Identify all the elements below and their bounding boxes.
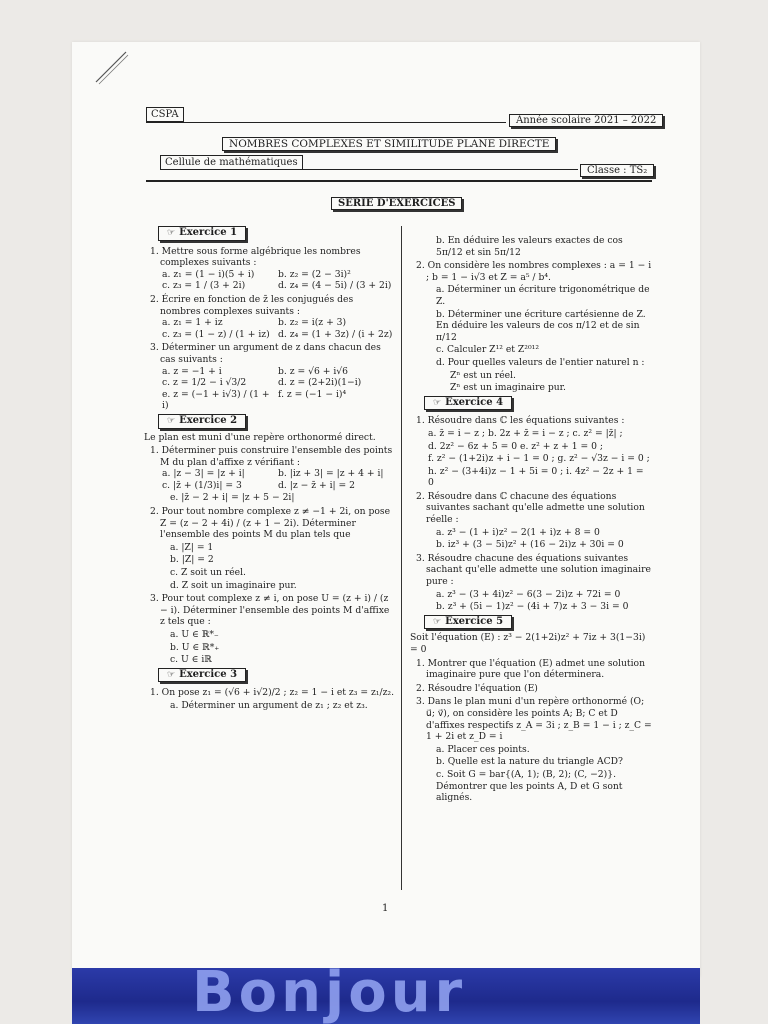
ex3-q1a: a. Déterminer un argument de z₁ ; z₂ et z₃.: [170, 699, 368, 711]
ex2-q3a: a. U ∈ ℝ*₋: [170, 629, 219, 640]
ex1-q3d: d. z = (2+2i)(1−i): [278, 377, 362, 389]
ex3-q2d-imaginary: Zⁿ est un imaginaire pur.: [450, 382, 566, 394]
ex2-q1b: b. |iz + 3| = |z + 4 + i|: [278, 468, 384, 480]
ex5-q3a: a. Placer ces points.: [436, 743, 530, 755]
ex1-q3b: b. z = √6 + i√6: [278, 365, 348, 377]
ex3-q2c: c. Calculer Z¹² et Z²⁰¹²: [436, 344, 540, 356]
ex2-q2a: a. |Z| = 1: [170, 541, 214, 553]
ex2-q1: 1. Déterminer puis construire l'ensemble des points M du plan d'affixe z vérifiant :: [150, 445, 393, 468]
exercise-3-title: ☞ Exercice 3: [158, 668, 246, 683]
header-rule-2: [300, 169, 578, 170]
ex4-q1: 1. Résoudre dans ℂ les équations suivantes :: [416, 415, 625, 427]
pointing-hand-icon: ☞: [167, 415, 176, 426]
ex4-q3a: a. z³ − (3 + 4i)z² − 6(3 − 2i)z + 72i = 0: [436, 588, 621, 600]
ex1-q1a: a. z₁ = (1 − i)(5 + i): [162, 268, 255, 280]
ex2-q2d: d. Z soit un imaginaire pur.: [170, 579, 297, 591]
ex3-q2: 2. On considère les nombres complexes : a = 1 − i ; b = 1 − i√3 et Z = a⁵ / b⁴.: [416, 260, 652, 283]
ex4-q2: 2. Résoudre dans ℂ chacune des équations suivantes sachant qu'elle admette une solution réelle :: [416, 490, 645, 526]
ex1-q3e: e. z = (−1 + i√3) / (1 + i): [162, 388, 270, 412]
ex4-q2a: a. z³ − (1 + i)z² − 2(1 + i)z + 8 = 0: [436, 526, 600, 538]
left-column: [144, 224, 394, 712]
ex4-q1-line4: h. z² − (3+4i)z − 1 + 5i = 0 ; i. 4z² − 2z + 1 = 0: [428, 465, 644, 489]
header-rule: [146, 122, 506, 123]
ex1-q2: 2. Écrire en fonction de z̄ les conjugués des nombres complexes suivants :: [150, 293, 354, 317]
ex5-q1: 1. Montrer que l'équation (E) admet une solution imaginaire pure que l'on déterminera.: [416, 657, 645, 681]
ex3-q1b: b. En déduire les valeurs exactes de cos 5π/12 et sin 5π/12: [436, 235, 623, 258]
class-label: Classe : TS₂: [580, 164, 654, 177]
document-title: NOMBRES COMPLEXES ET SIMILITUDE PLANE DIRECTE: [222, 137, 556, 151]
exercise-4-title: ☞ Exercice 4: [424, 396, 512, 411]
ex1-q2d: d. z₄ = (1 + 3z) / (i + 2z): [278, 328, 393, 340]
ex3-q2d-real: Zⁿ est un réel.: [450, 369, 516, 381]
ex2-q1d: d. |z − z̄ + i| = 2: [278, 479, 355, 491]
ex5-intro: Soit l'équation (E) : z³ − 2(1+2i)z² + 7iz + 3(1−3i) = 0: [410, 632, 646, 655]
ex1-q2b: b. z₂ = i(z + 3): [278, 317, 347, 329]
ex2-q2c: c. Z soit un réel.: [170, 567, 246, 579]
school-name: CSPA: [146, 107, 184, 122]
ex1-q2c: c. z₃ = (1 − z) / (1 + iz): [162, 328, 270, 340]
ex2-q2b: b. |Z| = 2: [170, 554, 214, 566]
blue-cover-band: [72, 968, 700, 1024]
ex4-q1-line3: f. z² − (1+2i)z + i − 1 = 0 ; g. z² − √3z − i = 0 ;: [428, 453, 650, 465]
column-divider: [401, 226, 402, 890]
ex2-q1c: c. |z̄ + (1/3)i| = 3: [162, 479, 242, 491]
ex1-q2a: a. z₁ = 1 + iz: [162, 317, 223, 329]
ex3-q2d: d. Pour quelles valeurs de l'entier naturel n :: [436, 356, 645, 368]
ex1-q3f: f. z = (−1 − i)⁴: [278, 388, 347, 400]
header-bottom-rule: [146, 180, 652, 182]
ex2-q1e: e. |z̄ − 2 + i| = |z + 5 − 2i|: [170, 492, 295, 504]
exercise-2-title: ☞ Exercice 2: [158, 414, 246, 429]
ex3-q2a: a. Déterminer un écriture trigonométrique de Z.: [436, 284, 650, 307]
school-year: Année scolaire 2021 – 2022: [509, 114, 663, 127]
ex4-q3: 3. Résoudre chacune des équations suivantes sachant qu'elle admette une solution imaginaire pure :: [416, 552, 651, 588]
ex2-intro: Le plan est muni d'une repère orthonormé direct.: [144, 431, 376, 443]
exercise-1-title: ☞ Exercice 1: [158, 226, 246, 241]
ex2-q3: 3. Pour tout complexe z ≠ i, on pose U = (z + i) / (z − i). Déterminer l'ensemble des points M d'affixe z tels que :: [150, 593, 390, 628]
ex5-q3: 3. Dans le plan muni d'un repère orthonormé (O; u⃗; v⃗), on considère les points A; B; C et D d'affixes respectifs z_A = 3i ; z_B = 1 − i ; z_C = 1 + 2i et z_D = i: [416, 696, 652, 743]
exercise-5-title: ☞ Exercice 5: [424, 615, 512, 630]
ex1-q1b: b. z₂ = (2 − 3i)²: [278, 268, 351, 280]
pointing-hand-icon: ☞: [167, 228, 176, 238]
ex4-q1-line2: d. 2z² − 6z + 5 = 0 e. z² + z + 1 = 0 ;: [428, 440, 603, 452]
ex1-q1c: c. z₃ = 1 / (3 + 2i): [162, 280, 246, 292]
ex1-q3: 3. Déterminer un argument de z dans chacun des cas suivants :: [150, 342, 381, 365]
ex5-q3c: c. Soit G = bar{(A, 1); (B, 2); (C, −2)}. Démontrer que les points A, D et G sont alignés.: [436, 768, 623, 804]
ex2-q3b: b. U ∈ ℝ*₊: [170, 641, 220, 653]
ex2-q1a: a. |z − 3| = |z + i|: [162, 468, 245, 480]
ex4-q1-line1: a. z̄ = i − z ; b. 2z + z̄ = i − z ; c. z² = |z̄| ;: [428, 427, 623, 439]
series-title: SERIE D'EXERCICES: [331, 197, 462, 210]
ex4-q2b: b. iz³ + (3 − 5i)z² + (16 − 2i)z + 30i = 0: [436, 539, 624, 551]
right-column: [410, 234, 652, 804]
page-number: 1: [382, 903, 389, 914]
department-name: Cellule de mathématiques: [160, 155, 303, 170]
ex1-q1: 1. Mettre sous forme algébrique les nombres complexes suivants :: [150, 245, 361, 269]
ex3-q2b: b. Déterminer une écriture cartésienne de Z. En déduire les valeurs de cos π/12 et de sin π/12: [436, 308, 646, 343]
ex1-q3c: c. z = 1/2 − i √3/2: [162, 377, 247, 389]
ex5-q3b: b. Quelle est la nature du triangle ACD?: [436, 756, 623, 768]
pointing-hand-icon: ☞: [433, 397, 442, 408]
ex1-q1d: d. z₄ = (4 − 5i) / (3 + 2i): [278, 280, 392, 292]
pen-scribble: [92, 48, 132, 88]
ex2-q2: 2. Pour tout nombre complexe z ≠ −1 + 2i, on pose Z = (z − 2 + 4i) / (z + 1 − 2i). Déterminer l'ensemble des points M du plan tels que: [150, 506, 391, 541]
pointing-hand-icon: ☞: [433, 616, 442, 627]
band-lettering: Bonjour: [192, 968, 467, 1024]
ex4-q3b: b. z³ + (5i − 1)z² − (4i + 7)z + 3 − 3i = 0: [436, 601, 629, 613]
ex5-q2: 2. Résoudre l'équation (E): [416, 682, 538, 694]
ex3-q1: 1. On pose z₁ = (√6 + i√2)/2 ; z₂ = 1 − i et z₃ = z₁/z₂.: [150, 687, 395, 699]
ex2-q3c: c. U ∈ iℝ: [170, 654, 212, 666]
pointing-hand-icon: ☞: [167, 669, 176, 680]
ex1-q3a: a. z = −1 + i: [162, 365, 222, 377]
